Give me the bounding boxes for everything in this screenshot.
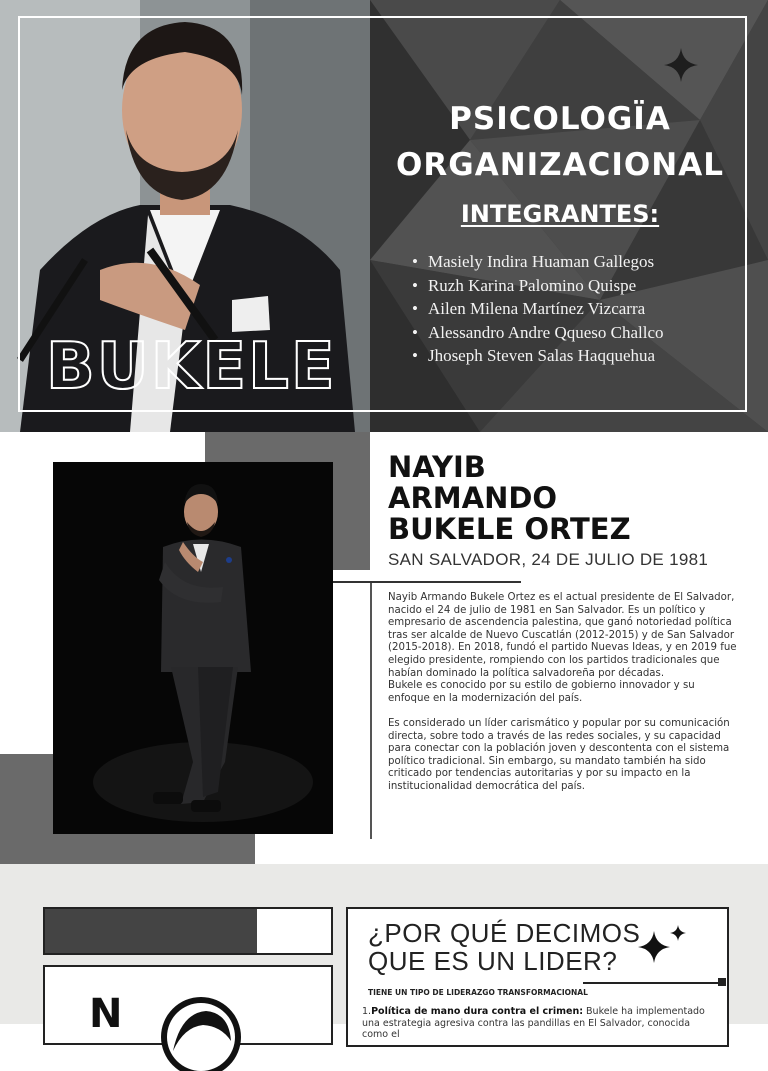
divider-line [583, 982, 721, 984]
bukele-outline-word: BUKELE [46, 330, 337, 404]
bio-paragraph-2: Es considerado un líder carismático y popular por su comunicación directa, sobre todo a través de las redes sociales, y su capacidad para conectar con la población joven y descontenta con el sistema político tradicional. Sin embargo, su mandato también ha sido criticado por tendencias autoritarias y por su impacto en la institucionalidad democrática del país. [388, 717, 730, 792]
member-item: • Masiely Indira Huaman Gallegos [412, 250, 664, 274]
divider-horizontal [333, 581, 521, 583]
divider-dot [718, 978, 726, 986]
bio-section [0, 432, 768, 864]
point-number: 1. [362, 1006, 372, 1017]
logo-letter: N [89, 991, 123, 1037]
title-line-2: ORGANIZACIONAL [396, 147, 724, 183]
person-name [388, 452, 631, 545]
page-title [380, 96, 740, 188]
leader-section [0, 864, 768, 1040]
integrantes-heading: INTEGRANTES: [460, 200, 660, 228]
header-bar-fill [45, 909, 257, 953]
members-list [412, 250, 664, 368]
name-line-3: BUKELE ORTEZ [388, 512, 631, 546]
birth-info: SAN SALVADOR, 24 DE JULIO DE 1981 [388, 550, 709, 569]
title-line-1: PSICOLOGÏA [449, 101, 671, 137]
full-body-photo [53, 462, 333, 834]
cover-section [0, 0, 768, 432]
logo-card [43, 965, 333, 1045]
name-line-1: NAYIB [388, 450, 486, 484]
avatar [151, 991, 251, 1071]
member-item: • Ruzh Karina Palomino Quispe [412, 274, 664, 298]
question-line-2: QUE ES UN LIDER? [368, 946, 618, 976]
header-bar [43, 907, 333, 955]
question-line-1: ¿POR QUÉ DECIMOS [368, 918, 641, 948]
member-item: • Jhoseph Steven Salas Haqquehua [412, 344, 664, 368]
leader-card [346, 907, 729, 1047]
bio-paragraph-1: Nayib Armando Bukele Ortez es el actual presidente de El Salvador, nacido el 24 de julio de 1981 en San Salvador. Es un político y empresario de ascendencia palestina, que ganó notoriedad política tras ser alcalde de Nuevo Cuscatlán (2012-2015) y de San Salvador (2015-2018). En 2018, fundó el partido Nuevas Ideas, y en 2019 fue elegido presidente, rompiendo con los partidos tradicionales que habían dominado la política salvadoreña por décadas. Bukele es conocido por su estilo de gobierno innovador y su enfoque en la modernización del país. [388, 592, 737, 704]
leader-subtitle: TIENE UN TIPO DE LIDERAZGO TRANSFORMACIONAL [368, 988, 588, 997]
divider-vertical [370, 583, 372, 839]
member-item: • Alessandro Andre Qqueso Challco [412, 321, 664, 345]
leader-point-1 [362, 1006, 717, 1041]
point-title: Política de mano dura contra el crimen: [371, 1006, 584, 1017]
sparkle-icon [664, 48, 698, 82]
sparkle-icon [620, 923, 690, 971]
point-text: Bukele ha implementado una estrategia agresiva contra las pandillas en El Salvador, conocida como el [362, 1006, 705, 1040]
biography-text [388, 592, 738, 806]
leader-question [368, 919, 640, 975]
name-line-2: ARMANDO [388, 481, 558, 515]
member-item: • Ailen Milena Martínez Vizcarra [412, 297, 664, 321]
